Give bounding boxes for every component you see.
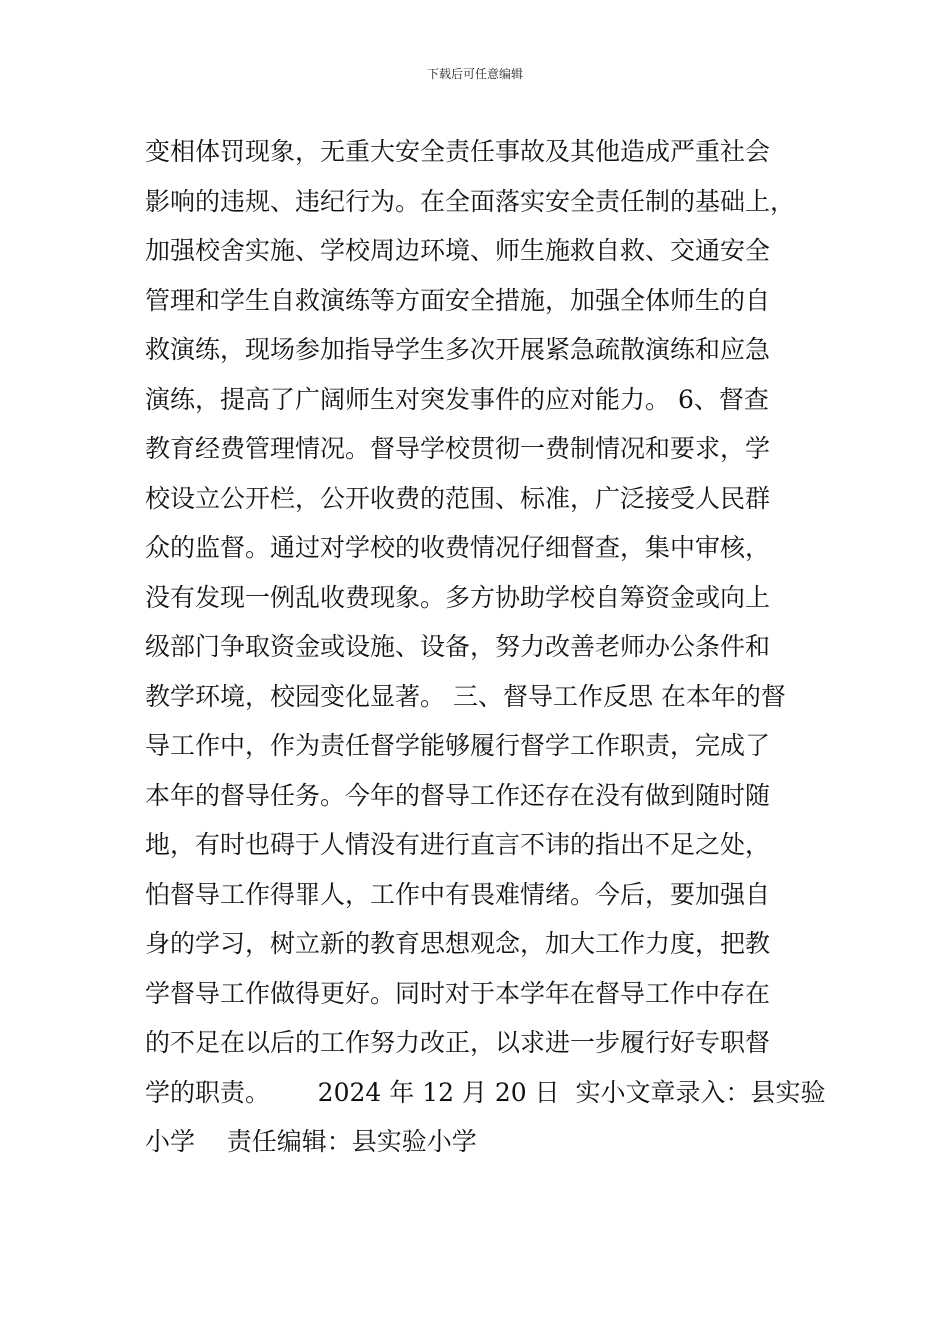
text-line: 没有发现一例乱收费现象。多方协助学校自筹资金或向上: [145, 582, 771, 612]
text-line: 小学 责任编辑：县实验小学: [145, 1127, 477, 1156]
text-line: 级部门争取资金或设施、设备，努力改善老师办公条件和: [145, 632, 771, 661]
text-line: 管理和学生自救演练等方面安全措施，加强全体师生的自: [145, 285, 771, 315]
text-line: 救演练，现场参加指导学生多次开展紧急疏散演练和应急: [145, 335, 771, 364]
text-line: 教学环境，校园变化显著。 三、督导工作反思 在本年的督: [145, 681, 786, 711]
text-line: 怕督导工作得罪人，工作中有畏难情绪。今后，要加强自: [145, 879, 771, 909]
text-line: 演练，提高了广阔师生对突发事件的应对能力。 6、督查: [145, 384, 769, 414]
text-line: 的不足在以后的工作努力改正，以求进一步履行好专职督: [145, 1028, 771, 1057]
text-line: 加强校舍实施、学校周边环境、师生施救自救、交通安全: [145, 236, 771, 265]
text-line: 众的监督。通过对学校的收费情况仔细督查，集中审核，: [145, 533, 771, 562]
text-line: 本年的督导任务。今年的督导工作还存在没有做到随时随: [145, 780, 771, 810]
text-line: 学督导工作做得更好。同时对于本学年在督导工作中存在: [145, 978, 771, 1008]
page-header: 下载后可任意编辑: [426, 67, 523, 81]
text-line: 变相体罚现象，无重大安全责任事故及其他造成严重社会: [145, 137, 771, 166]
text-line: 学的职责。 2024 年 12 月 20 日 实小文章录入：县实验: [145, 1077, 826, 1107]
text-line: 教育经费管理情况。督导学校贯彻一费制情况和要求，学: [145, 434, 771, 463]
text-line: 地，有时也碍于人情没有进行直言不讳的指出不足之处，: [145, 830, 771, 859]
text-line: 身的学习，树立新的教育思想观念，加大工作力度，把教: [145, 929, 771, 958]
document-body: [145, 127, 826, 1167]
text-line: 导工作中，作为责任督学能够履行督学工作职责，完成了: [145, 731, 771, 760]
text-line: 影响的违规、违纪行为。在全面落实安全责任制的基础上，: [145, 186, 796, 216]
text-line: 校设立公开栏，公开收费的范围、标准，广泛接受人民群: [145, 483, 771, 513]
